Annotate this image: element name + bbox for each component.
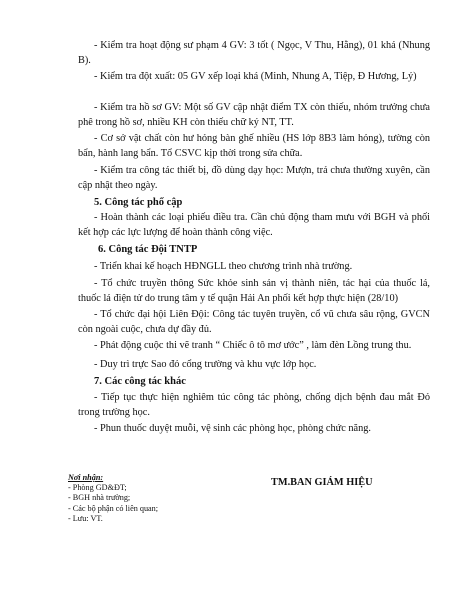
paragraph-records-inspection: - Kiểm tra hồ sơ GV: Một số GV cập nhật điểm TX còn thiếu, nhóm trưởng chưa phê trong hồ sơ, nhiều KH còn thiếu chữ ký NT, TT. [78, 102, 430, 128]
recipient-item: - Lưu: VT. [68, 513, 103, 523]
paragraph-red-star-duty: - Duy trì trực Sao đỏ cổng trường và khu vực lớp học. [94, 359, 317, 370]
paragraph-equipment-inspection: - Kiểm tra công tác thiết bị, đồ dùng dạy học: Mượn, trả chưa thường xuyên, cần cập nhật theo ngày. [78, 165, 430, 191]
recipient-item: - BGH nhà trường; [68, 493, 131, 503]
paragraph-extracurricular-plan: - Triển khai kế hoạch HĐNGLL theo chương trình nhà trường. [94, 261, 353, 272]
recipients-block [68, 473, 158, 524]
paragraph-universal-education: - Hoàn thành các loại phiếu điều tra. Cần chủ động tham mưu với BGH và phối kết hợp các lực lượng để hoàn thành công việc. [78, 212, 430, 238]
paragraph-union-congress: - Tổ chức đại hội Liên Đội: Công tác tuyên truyền, cổ vũ chưa sâu rộng, GVCN còn ngoài cuộc, chưa dự đầy đủ. [78, 309, 430, 335]
paragraph-facilities: - Cơ sở vật chất còn hư hỏng bàn ghế nhiều (HS lớp 8B3 làm hỏng), tường còn bẩn, hành lang bẩn. Tổ CSVC kịp thời trong sửa chữa. [78, 133, 430, 159]
paragraph-mosquito-spraying: - Phun thuốc duyệt muỗi, vệ sinh các phòng học, phòng chức năng. [94, 423, 371, 434]
paragraph-disease-prevention: - Tiếp tục thực hiện nghiêm túc công tác phòng, chống dịch bệnh đau mắt Đỏ trong trường học. [78, 392, 430, 418]
paragraph-surprise-inspection: - Kiểm tra đột xuất: 05 GV xếp loại khá (Minh, Nhung A, Tiệp, Đ Hương, Lý) [94, 71, 417, 82]
paragraph-teaching-inspection: - Kiểm tra hoạt động sư phạm 4 GV: 3 tốt ( Ngọc, V Thu, Hằng), 01 khá (Nhung B). [78, 40, 430, 66]
paragraph-drawing-contest: - Phát động cuộc thi vẽ tranh “ Chiếc ô tô mơ ước” , làm đèn Lồng trung thu. [94, 340, 412, 351]
signature-title: TM.BAN GIÁM HIỆU [271, 477, 373, 488]
heading-section-7: 7. Các công tác khác [94, 376, 186, 387]
heading-section-5: 5. Công tác phổ cập [94, 197, 183, 208]
recipient-item: - Phòng GD&ĐT; [68, 483, 127, 493]
recipients-title: Nơi nhận: [68, 473, 104, 482]
paragraph-health-communication: - Tổ chức truyền thông Sức khỏe sinh sản vị thành niên, tác hại của thuốc lá, thuốc lá điện tử do trung tâm y tế quận Hải An phối kết hợp thực hiện (28/10) [78, 278, 430, 304]
recipient-item: - Các bộ phận có liên quan; [68, 503, 159, 513]
heading-section-6: 6. Công tác Đội TNTP [98, 244, 198, 255]
